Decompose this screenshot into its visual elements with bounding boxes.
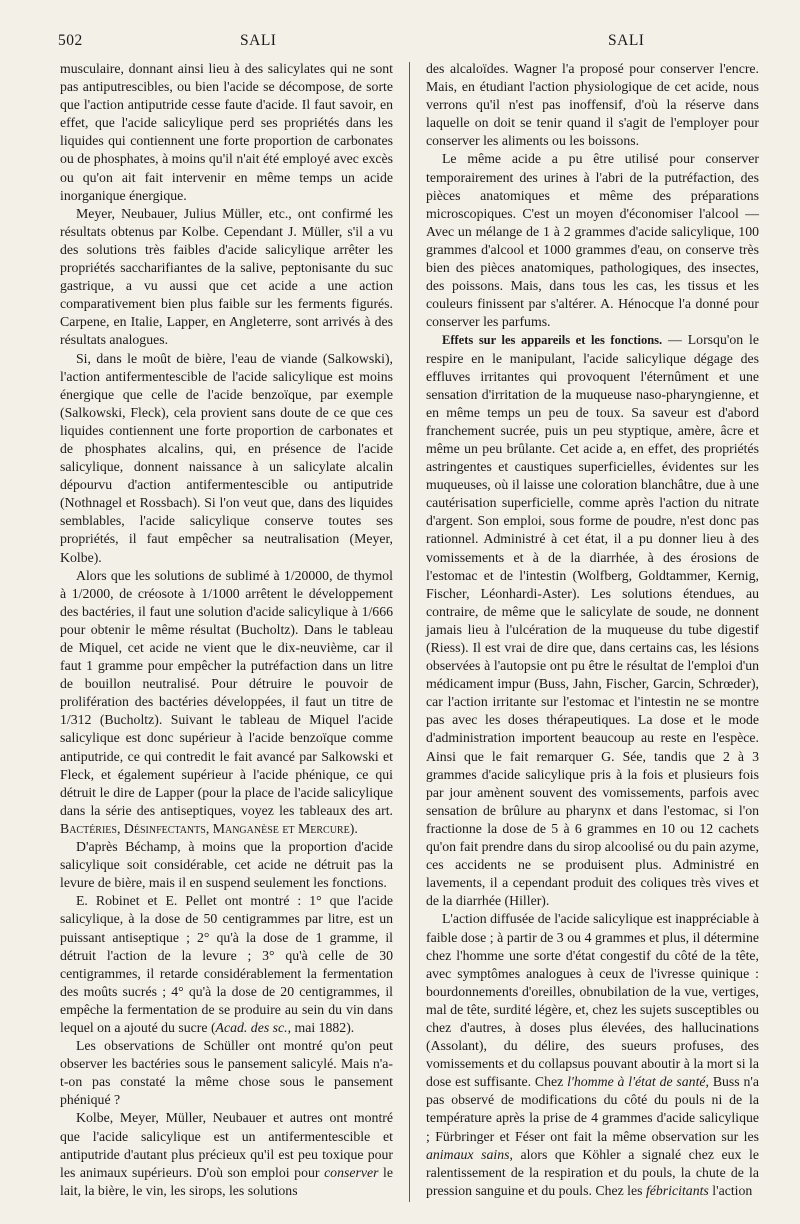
paragraph bbox=[426, 331, 759, 910]
paragraph: D'après Béchamp, à moins que la proportion d'acide salicylique soit considérable, cet acide ne détruit pas la levure de bière, mais il en suspend seulement les fonctions. bbox=[60, 839, 393, 891]
paragraph: des alcaloïdes. Wagner l'a proposé pour conserver l'encre. Mais, en étudiant l'action physiologique de cet acide, nous verrons qu'il n'est pas inoffensif, d'où la réserve dans laquelle on doit se tenir quand il s'agit de l'employer pour conserver les aliments ou les boissons. bbox=[426, 61, 759, 149]
left-column bbox=[60, 60, 393, 1200]
cross-reference: Bactéries, Désinfectants, Manganèse et Mercure bbox=[60, 820, 350, 836]
paragraph: Les observations de Schüller ont montré qu'on peut observer les bactéries sous le pansement salicylé. Mais n'a-t-on pas constaté la même chose sous le pansement phéniqué ? bbox=[60, 1038, 393, 1108]
paragraph bbox=[60, 892, 393, 1037]
text-run: , mai 1882). bbox=[287, 1019, 355, 1035]
emphasis: conserver bbox=[324, 1164, 379, 1180]
text-run: E. Robinet et E. Pellet ont montré : 1° que l'acide salicylique, à la dose de 50 centigrammes par litre, est un puissant antiseptique ; 2° qu'à la dose de 1 gramme, il détruit l'action de la levure ; 3° qu'à celle de 30 centigrammes, il retarde considérablement la fermentation des moûts sucrés ; 4° qu'à la dose de 20 centigrammes, il empêche la fermentation de se produire au sein du vin dans lequel on a ajouté du sucre ( bbox=[60, 893, 393, 1035]
paragraph: Meyer, Neubauer, Julius Müller, etc., ont confirmé les résultats obtenus par Kolbe. Cependant J. Müller, s'il a vu des solutions très faibles d'acide salicylique arrêter les propriétés saccharifiantes de la salive, peptonisante du suc gastrique, a vu aussi que cet acide a une action comparativement bien plus faible sur les ferments figurés. Carpene, en Italie, Lapper, en Angleterre, sont arrivés à des résultats analogues. bbox=[60, 205, 393, 348]
paragraph: musculaire, donnant ainsi lieu à des salicylates qui ne sont pas antiputrescibles, ou bien l'acide se décompose, de sorte que l'action antiputride cesse faute d'acide. Il faut savoir, en effet, que l'acide salicylique perd ses propriétés dans les liquides qui contiennent une forte proportion de carbonates ou de phosphates, à moins qu'il n'ait été employé avec excès ou qu'on ait fait intervenir en même temps un acide inorganique énergique. bbox=[60, 61, 393, 203]
paragraph bbox=[60, 567, 393, 838]
paragraph: Le même acide a pu être utilisé pour conserver temporairement des urines à l'abri de la putréfaction, des pièces anatomiques et même des préparations microscopiques. C'est un moyen d'économiser l'alcool — Avec un mélange de 1 à 2 grammes d'acide salicylique, 100 grammes d'alcool et 1000 grammes d'eau, on conserve très bien des pièces anatomiques, pathologiques, des insectes, des poissons. Mais, dans tous les cas, les tissus et les couleurs finissent par s'altérer. A. Hénocque l'a donné pour conserver les parfums. bbox=[426, 151, 759, 330]
running-title-right: SALI bbox=[608, 32, 645, 49]
running-title-left: SALI bbox=[240, 32, 277, 49]
text-run: , Buss n'a pas observé de modifications du côté du pouls ni de la température après la prise de 4 grammes d'acide salicylique ; Fürbringer et Féser ont fait la même observation sur les bbox=[426, 1074, 759, 1144]
text-run: — Lorsqu'on le respire en le manipulant, l'acide salicylique dégage des effluves irritantes qui provoquent l'éternûment et une sensation d'irritation de la muqueuse naso-pharyngienne, et en même temps un peu de toux. Sa saveur est d'abord franchement sucrée, puis un peu styptique, amère, âcre et même un peu brûlante. Cet acide a, en effet, des propriétés astringentes et caustiques superficielles, évidentes sur les muqueuses, où il laisse une coloration blanchâtre, due à une cautérisation superficielle, comme après l'action du nitrate d'argent. Son emploi, sous forme de poudre, n'est donc pas rationnel. Administré à cet état, il a pu donner lieu à des vomissements et à de la diarrhée, à des érosions de l'estomac et de l'intestin (Wolfberg, Goldtammer, Kernig, Fischer, Léonhardi-Aster). Les solutions étendues, au contraire, de même que le salicylate de soude, ne donnent jamais lieu à l'ulcération de la muqueuse du tube digestif (Riess). Il est vrai de dire que, dans certains cas, les lésions observées à l'autopsie ont pu être le résultat de l'emploi d'un médicament impur (Buss, Jahn, Fischer, Garcin, Schrœder), car l'action irritante sur l'estomac et l'intestin ne se montre pas avec les doses thérapeutiques. La dose et le mode d'administration importent beaucoup au reste en l'espèce. Ainsi que le fait remarquer G. Sée, tandis que 2 à 3 grammes d'acide salicylique pris à la fois et plusieurs fois par jour amènent souvent des vomissements, parfois avec sensation de brûlure au pharynx et dans l'estomac, si l'on fractionne la dose de 5 à 6 grammes en 10 ou 12 cachets qu'on fait prendre dans du sirop alcoolisé ou du pain azyme, ces accidents ne se produisent plus. Administré en lavements, il a cependant produit des coliques très vives et de la diarrhée (Hiller). bbox=[426, 332, 759, 909]
paragraph bbox=[60, 1109, 393, 1199]
text-run: l'action bbox=[708, 1182, 753, 1198]
text-run: , alors que Köhler a signalé chez eux le ralentissement de la respiration et du pouls, la chute de la pression sanguine et du pouls. Chez les bbox=[426, 1146, 759, 1198]
paragraph bbox=[426, 910, 759, 1200]
text-run: ). bbox=[349, 820, 358, 836]
emphasis: fébricitants bbox=[645, 1182, 709, 1198]
citation: Acad. des sc. bbox=[215, 1019, 288, 1035]
text-run: le lait, la bière, le vin, les sirops, les solutions bbox=[60, 1164, 394, 1198]
emphasis: animaux sains bbox=[426, 1146, 510, 1162]
page-header bbox=[58, 32, 742, 54]
right-column bbox=[426, 60, 759, 1200]
section-heading: Effets sur les appareils et les fonctions. bbox=[442, 333, 663, 348]
column-divider bbox=[409, 62, 410, 1202]
page-number: 502 bbox=[58, 32, 83, 49]
text-run: L'action diffusée de l'acide salicylique est inappréciable à faible dose ; à partir de 3 ou 4 grammes et plus, il détermine chez l'homme une sorte d'état congestif du côté de la tête, avec symptômes analogues à ceux de l'ivresse quinique : bourdonnements d'oreilles, obnubilation de la vue, vertiges, mal de tête, surdité légère, et, chez les sujets susceptibles ou chez d'autres, à doses plus élevées, des hallucinations (Assolant), du délire, des sueurs profuses, des vomissements et du collapsus pouvant aboutir à la mort si la dose est suffisante. Chez bbox=[426, 911, 759, 1090]
text-run: Kolbe, Meyer, Müller, Neubauer et autres ont montré que l'acide salicylique est un antifermentescible et antiputride d'autant plus précieux qu'il est peu toxique pour les animaux supérieurs. D'où son emploi pour bbox=[60, 1110, 393, 1180]
paragraph: Si, dans le moût de bière, l'eau de viande (Salkowski), l'action antifermentescible de l'acide salicylique est moins énergique que celle de l'acide benzoïque, par exemple (Salkowski, Fleck), cela provient sans doute de ce que ces liquides contiennent une forte proportion de carbonates et de phosphates alcalins, qui, en présence de l'acide salicylique, donnent naissance à un salicylate alcalin dépourvu d'action antifermentescible ou antiputride (Nothnagel et Rossbach). Si l'on veut que, dans des liquides semblables, l'acide salicylique conserve toutes ses propriétés, il faut empêcher sa neutralisation (Meyer, Kolbe). bbox=[60, 350, 393, 565]
emphasis: l'homme à l'état de santé bbox=[567, 1074, 706, 1090]
text-run: Alors que les solutions de sublimé à 1/20000, de thymol à 1/2000, de créosote à 1/1000 arrêtent le développement des bactéries, il faut une solution d'acide salicylique à 1/666 pour obtenir le même résultat (Bucholtz). Dans le tableau de Miquel, cet acide ne vient que le dix-neuvième, car il faut 1 gramme pour empêcher la putréfaction dans un litre de bouillon neutralisé. Pour détruire le pouvoir de prolifération des bactéries développées, il faut un titre de 1/312 (Bucholtz). Suivant le tableau de Miquel l'acide salicylique est donc supérieur à l'acide benzoïque comme antiputride, ce qui contredit le fait avancé par Salkowski et Fleck, et également supérieur à l'acide phénique, ce qui détruit le dire de Lapper (pour la place de l'acide salicylique dans la série des antiseptiques, voyez les tableaux des art. bbox=[60, 567, 393, 818]
